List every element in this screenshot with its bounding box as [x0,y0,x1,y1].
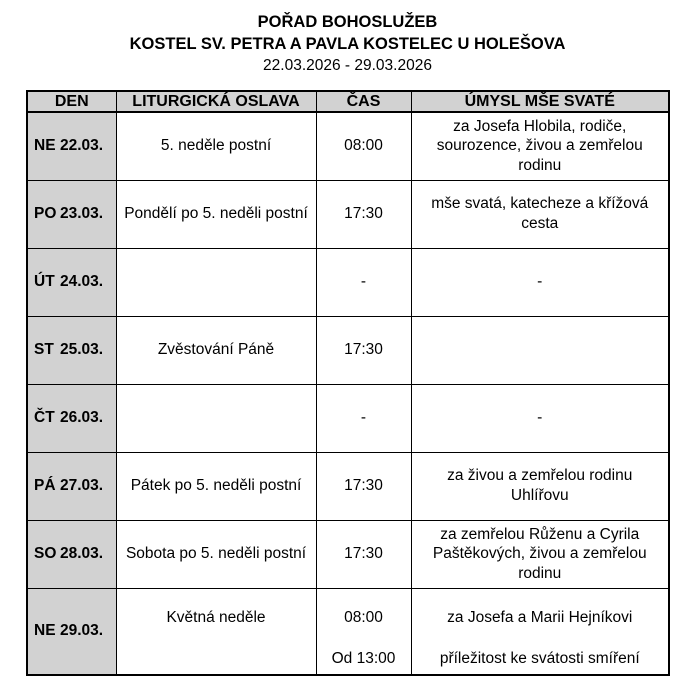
time-cell: 17:30 [316,452,411,520]
day-abbreviation: PO [34,205,57,223]
celebration-cell [116,248,316,316]
time-cell: 17:30 [316,180,411,248]
time-cell: 17:30 [316,520,411,588]
table-row-sunday-29 [27,588,669,675]
day-date: 25.03. [60,341,104,359]
day-date: 24.03. [60,273,104,291]
day-cell [27,248,116,316]
table-row-friday-27 [27,452,669,520]
celebration-text: Květná neděle [166,608,266,626]
day-cell [27,588,116,675]
day-abbreviation: NE [34,137,56,155]
day-date: 23.03. [60,205,104,223]
intention-cell: - [411,384,669,452]
celebration-cell: Pátek po 5. neděli postní [116,452,316,520]
day-abbreviation: PÁ [34,477,56,495]
table-row-thursday-26 [27,384,669,452]
time-cell [316,588,411,675]
intention-cell: za Josefa Hlobila, rodiče, sourozence, živou a zemřelou rodinu [411,112,669,180]
table-row-monday-23 [27,180,669,248]
column-header-celebration: LITURGICKÁ OSLAVA [116,91,316,112]
time-cell: 08:00 [316,112,411,180]
intention-entry-morning: za Josefa a Marii Hejníkovi [447,608,633,626]
column-header-time: ČAS [316,91,411,112]
celebration-cell: Sobota po 5. neděli postní [116,520,316,588]
celebration-cell [116,384,316,452]
time-cell: - [316,384,411,452]
intention-entry-afternoon: příležitost ke svátosti smíření [439,649,640,667]
table-row-wednesday-25 [27,316,669,384]
table-row-saturday-28 [27,520,669,588]
intention-cell: - [411,248,669,316]
time-cell: - [316,248,411,316]
day-date: 29.03. [60,622,104,640]
table-header-row [27,91,669,112]
intention-cell [411,316,669,384]
title-block [0,0,695,77]
day-abbreviation: ČT [34,409,55,427]
celebration-cell: Pondělí po 5. neděli postní [116,180,316,248]
day-date: 22.03. [60,137,104,155]
time-entry-afternoon: Od 13:00 [331,649,396,667]
day-cell [27,520,116,588]
column-header-day: DEN [27,91,116,112]
intention-cell [411,588,669,675]
church-name: KOSTEL SV. PETRA A PAVLA KOSTELEC U HOLEŠOVA [129,35,566,53]
page-title: POŘAD BOHOSLUŽEB [257,13,438,31]
date-range: 22.03.2026 - 29.03.2026 [263,57,432,74]
time-entry-morning: 08:00 [344,608,383,626]
intention-cell: mše svatá, katecheze a křížová cesta [411,180,669,248]
day-abbreviation: ST [34,341,54,359]
day-abbreviation: SO [34,545,57,563]
celebration-cell: 5. neděle postní [116,112,316,180]
time-cell: 17:30 [316,316,411,384]
day-date: 27.03. [60,477,104,495]
day-cell [27,112,116,180]
day-date: 26.03. [60,409,104,427]
intention-cell: za živou a zemřelou rodinu Uhlířovu [411,452,669,520]
day-cell [27,316,116,384]
column-header-intention: ÚMYSL MŠE SVATÉ [411,91,669,112]
celebration-cell [116,588,316,675]
intention-cell: za zemřelou Růženu a Cyrila Paštěkových, živou a zemřelou rodinu [411,520,669,588]
day-cell [27,452,116,520]
schedule-table [26,90,670,676]
day-cell [27,384,116,452]
day-cell [27,180,116,248]
day-abbreviation: NE [34,622,56,640]
celebration-cell: Zvěstování Páně [116,316,316,384]
table-row-sunday-22 [27,112,669,180]
day-abbreviation: ÚT [34,273,55,291]
day-date: 28.03. [60,545,104,563]
table-row-tuesday-24 [27,248,669,316]
